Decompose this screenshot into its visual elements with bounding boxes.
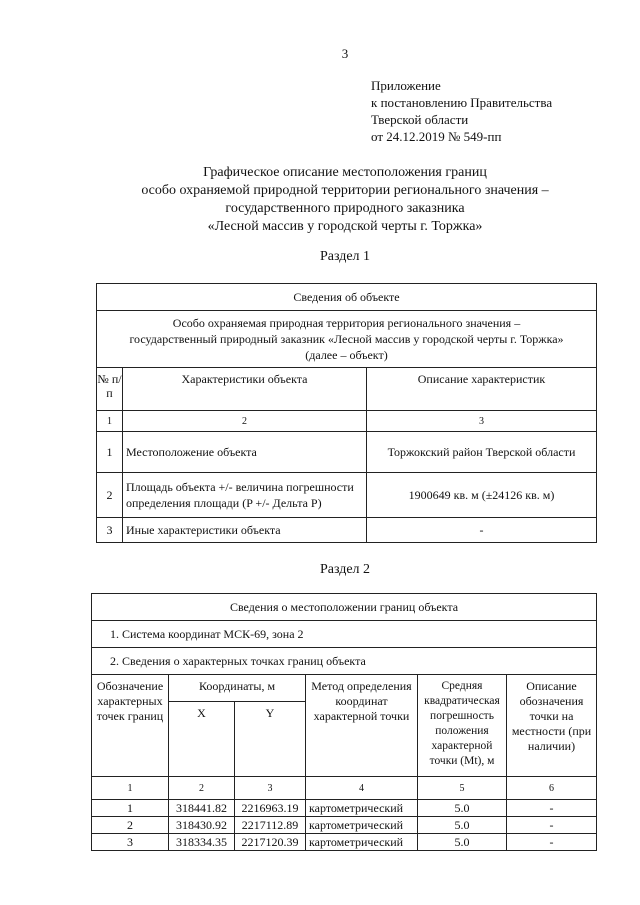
column-number: 1 [97, 411, 123, 432]
accuracy: 5.0 [418, 800, 507, 817]
table-row [92, 834, 597, 851]
column-header-marking: Описание обозначения точки на местности (при наличии) [507, 675, 597, 777]
marking: - [507, 834, 597, 851]
point-number: 3 [92, 834, 169, 851]
object-description-line: Особо охраняемая природная территория регионального значения – [172, 316, 521, 330]
column-number: 5 [418, 777, 507, 800]
object-description [97, 311, 597, 368]
section-1-heading: Раздел 1 [319, 249, 371, 264]
column-header-num: № п/п [97, 368, 123, 411]
column-header-characteristics: Характеристики объекта [123, 368, 367, 411]
column-header-point: Обозначение характерных точек границ [92, 675, 169, 777]
column-number: 1 [92, 777, 169, 800]
title-line: государственного природного заказника [225, 201, 465, 216]
row-characteristic: Иные характеристики объекта [123, 518, 367, 543]
column-header-x: X [169, 702, 235, 777]
marking: - [507, 817, 597, 834]
coord-x: 318334.35 [169, 834, 235, 851]
object-description-line: (далее – объект) [305, 348, 388, 362]
column-header-description: Описание характеристик [367, 368, 597, 411]
column-number: 2 [123, 411, 367, 432]
points-header: 2. Сведения о характерных точках границ объекта [92, 648, 597, 675]
coord-y: 2216963.19 [235, 800, 306, 817]
accuracy: 5.0 [418, 834, 507, 851]
title-line: особо охраняемой природной территории регионального значения – [141, 183, 549, 198]
row-number: 3 [97, 518, 123, 543]
row-characteristic: Площадь объекта +/- величина погрешности определения площади (P +/- Дельта P) [123, 473, 367, 518]
method: картометрический [306, 834, 418, 851]
table-row [97, 473, 597, 518]
table-header: Сведения об объекте [97, 284, 597, 311]
point-number: 2 [92, 817, 169, 834]
table-header: Сведения о местоположении границ объекта [92, 594, 597, 621]
title-line: Графическое описание местоположения границ [203, 165, 487, 180]
row-number: 2 [97, 473, 123, 518]
coordinate-system: 1. Система координат МСК-69, зона 2 [92, 621, 597, 648]
page-number: 3 [341, 46, 349, 61]
table-row [97, 518, 597, 543]
object-description-line: государственный природный заказник «Лесной массив у городской черты г. Торжка» [129, 332, 564, 346]
row-number: 1 [97, 432, 123, 473]
row-description: 1900649 кв. м (±24126 кв. м) [367, 473, 597, 518]
boundary-points-table [91, 593, 597, 851]
appendix-line: Тверской области [371, 112, 469, 127]
appendix-date-number: от 24.12.2019 № 549-пп [371, 129, 502, 144]
coord-x: 318441.82 [169, 800, 235, 817]
coord-y: 2217120.39 [235, 834, 306, 851]
table-row [97, 432, 597, 473]
appendix-block [371, 77, 552, 145]
column-header-coords: Координаты, м [169, 675, 306, 702]
title-line: «Лесной массив у городской черты г. Торжка» [207, 219, 483, 234]
column-header-method: Метод определения координат характерной точки [306, 675, 418, 777]
object-info-table [96, 283, 597, 543]
column-number: 3 [367, 411, 597, 432]
point-number: 1 [92, 800, 169, 817]
column-number: 6 [507, 777, 597, 800]
marking: - [507, 800, 597, 817]
column-header-y: Y [235, 702, 306, 777]
table-row [92, 817, 597, 834]
method: картометрический [306, 817, 418, 834]
column-number: 3 [235, 777, 306, 800]
method: картометрический [306, 800, 418, 817]
section-2-heading: Раздел 2 [319, 562, 371, 577]
document-title [0, 164, 640, 236]
appendix-line: к постановлению Правительства [371, 95, 553, 110]
row-description: - [367, 518, 597, 543]
column-header-accuracy: Средняя квадратическая погрешность положения характерной точки (Mt), м [418, 675, 507, 777]
row-characteristic: Местоположение объекта [123, 432, 367, 473]
column-number: 4 [306, 777, 418, 800]
coord-y: 2217112.89 [235, 817, 306, 834]
column-number: 2 [169, 777, 235, 800]
coord-x: 318430.92 [169, 817, 235, 834]
appendix-line: Приложение [371, 78, 441, 93]
table-row [92, 800, 597, 817]
row-description: Торжокский район Тверской области [367, 432, 597, 473]
accuracy: 5.0 [418, 817, 507, 834]
